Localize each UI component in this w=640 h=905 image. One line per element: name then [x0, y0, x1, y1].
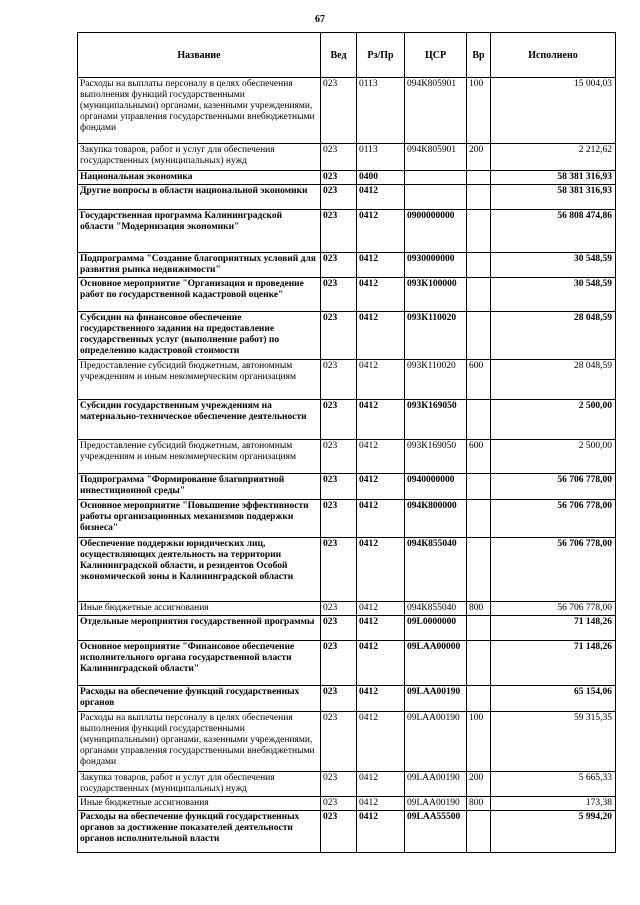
row-vr — [467, 538, 491, 602]
row-ved: 023 — [321, 474, 357, 500]
row-amount: 71 148,26 — [491, 616, 616, 641]
row-name: Субсидии государственным учреждениям на материально-техническое обеспечение деятельности — [78, 400, 321, 440]
row-rzpr: 0412 — [357, 312, 405, 360]
row-amount: 2 500,00 — [491, 400, 616, 440]
row-amount: 56 706 778,00 — [491, 500, 616, 538]
row-vr — [467, 312, 491, 360]
row-csr — [405, 185, 467, 210]
row-vr — [467, 500, 491, 538]
table-row — [78, 312, 616, 360]
row-name: Иные бюджетные ассигнования — [78, 602, 321, 616]
table-row — [78, 797, 616, 811]
row-rzpr: 0113 — [357, 144, 405, 171]
row-ved: 023 — [321, 797, 357, 811]
table-row — [78, 602, 616, 616]
row-ved: 023 — [321, 253, 357, 278]
row-csr: 0900000000 — [405, 210, 467, 253]
row-name: Государственная программа Калининградской области "Модернизация экономики" — [78, 210, 321, 253]
row-amount: 2 500,00 — [491, 440, 616, 474]
table-row — [78, 712, 616, 772]
row-csr: 0940000000 — [405, 474, 467, 500]
row-vr: 800 — [467, 602, 491, 616]
row-name: Подпрограмма "Создание благоприятных условий для развития рынка недвижимости" — [78, 253, 321, 278]
table-row — [78, 78, 616, 144]
row-rzpr: 0412 — [357, 538, 405, 602]
row-vr — [467, 253, 491, 278]
row-rzpr: 0412 — [357, 474, 405, 500]
row-amount: 58 381 316,93 — [491, 185, 616, 210]
row-ved: 023 — [321, 772, 357, 797]
row-csr: 094К800000 — [405, 500, 467, 538]
table-row — [78, 641, 616, 686]
row-amount: 30 548,59 — [491, 253, 616, 278]
row-vr: 800 — [467, 797, 491, 811]
row-amount: 5 994,20 — [491, 811, 616, 853]
row-ved: 023 — [321, 210, 357, 253]
row-ved: 023 — [321, 171, 357, 185]
table-row — [78, 772, 616, 797]
row-csr: 09LАА00190 — [405, 772, 467, 797]
row-ved: 023 — [321, 811, 357, 853]
row-amount: 58 381 316,93 — [491, 171, 616, 185]
row-rzpr: 0412 — [357, 185, 405, 210]
row-rzpr: 0412 — [357, 360, 405, 400]
row-csr: 093К169050 — [405, 440, 467, 474]
row-ved: 023 — [321, 144, 357, 171]
row-rzpr: 0412 — [357, 797, 405, 811]
row-ved: 023 — [321, 360, 357, 400]
table-row — [78, 500, 616, 538]
row-csr: 093К169050 — [405, 400, 467, 440]
row-name: Расходы на выплаты персоналу в целях обеспечения выполнения функций государственными (муниципальными) органами, казенными учреждениями, органами управления государственными внебюджетными фондами — [78, 78, 321, 144]
row-csr: 093К110020 — [405, 360, 467, 400]
row-rzpr: 0412 — [357, 602, 405, 616]
row-name: Основное мероприятие "Организация и проведение работ по государственной кадастровой оценке" — [78, 278, 321, 312]
row-csr: 094К855040 — [405, 602, 467, 616]
budget-table — [77, 32, 616, 853]
row-rzpr: 0412 — [357, 210, 405, 253]
header-vr: Вр — [467, 33, 491, 78]
table-row — [78, 210, 616, 253]
table-row — [78, 440, 616, 474]
row-rzpr: 0113 — [357, 78, 405, 144]
row-csr: 094К855040 — [405, 538, 467, 602]
row-vr: 600 — [467, 360, 491, 400]
row-vr: 600 — [467, 440, 491, 474]
row-amount: 56 706 778,00 — [491, 602, 616, 616]
row-rzpr: 0412 — [357, 712, 405, 772]
row-ved: 023 — [321, 500, 357, 538]
row-amount: 59 315,35 — [491, 712, 616, 772]
row-csr: 093К100000 — [405, 278, 467, 312]
row-rzpr: 0412 — [357, 811, 405, 853]
row-rzpr: 0400 — [357, 171, 405, 185]
page-number: 67 — [315, 14, 325, 25]
table-body — [78, 78, 616, 853]
row-name: Субсидии на финансовое обеспечение государственного задания на предоставление государственных услуг (выполнение работ) по определению кадастровой стоимости — [78, 312, 321, 360]
row-csr: 09LАА00190 — [405, 686, 467, 712]
row-ved: 023 — [321, 78, 357, 144]
row-amount: 28 048,59 — [491, 360, 616, 400]
table-row — [78, 253, 616, 278]
row-name: Закупка товаров, работ и услуг для обеспечения государственных (муниципальных) нужд — [78, 772, 321, 797]
row-vr — [467, 686, 491, 712]
row-rzpr: 0412 — [357, 400, 405, 440]
row-amount: 65 154,06 — [491, 686, 616, 712]
row-csr: 0930000000 — [405, 253, 467, 278]
row-csr: 09LАА00000 — [405, 641, 467, 686]
row-rzpr: 0412 — [357, 440, 405, 474]
table-row — [78, 360, 616, 400]
row-name: Закупка товаров, работ и услуг для обеспечения государственных (муниципальных) нужд — [78, 144, 321, 171]
row-vr: 200 — [467, 144, 491, 171]
row-vr — [467, 400, 491, 440]
row-rzpr: 0412 — [357, 253, 405, 278]
row-vr: 200 — [467, 772, 491, 797]
row-name: Основное мероприятие "Финансовое обеспечение исполнительного органа государственной власти Калининградской области" — [78, 641, 321, 686]
row-name: Обеспечение поддержки юридических лиц, осуществляющих деятельность на территории Калининградской области, и резидентов Особой экономической зоны в Калининградской области — [78, 538, 321, 602]
header-ved: Вед — [321, 33, 357, 78]
header-name: Название — [78, 33, 321, 78]
row-name: Иные бюджетные ассигнования — [78, 797, 321, 811]
row-ved: 023 — [321, 686, 357, 712]
table-row — [78, 171, 616, 185]
row-ved: 023 — [321, 185, 357, 210]
row-csr: 09L0000000 — [405, 616, 467, 641]
table-row — [78, 144, 616, 171]
row-name: Национальная экономика — [78, 171, 321, 185]
row-amount: 2 212,62 — [491, 144, 616, 171]
row-csr: 094К805901 — [405, 78, 467, 144]
row-ved: 023 — [321, 712, 357, 772]
row-name: Предоставление субсидий бюджетным, автономным учреждениям и иным некоммерческим организациям — [78, 440, 321, 474]
table-row — [78, 400, 616, 440]
row-ved: 023 — [321, 312, 357, 360]
table-row — [78, 616, 616, 641]
row-amount: 30 548,59 — [491, 278, 616, 312]
row-name: Предоставление субсидий бюджетным, автономным учреждениям и иным некоммерческим организациям — [78, 360, 321, 400]
header-rzpr: Рз/Пр — [357, 33, 405, 78]
row-name: Расходы на обеспечение функций государственных органов — [78, 686, 321, 712]
header-row — [78, 33, 616, 78]
row-vr — [467, 171, 491, 185]
row-vr — [467, 278, 491, 312]
row-ved: 023 — [321, 616, 357, 641]
table-row — [78, 686, 616, 712]
row-vr — [467, 616, 491, 641]
row-vr: 100 — [467, 78, 491, 144]
row-vr — [467, 474, 491, 500]
header-amount: Исполнено — [491, 33, 616, 78]
row-rzpr: 0412 — [357, 616, 405, 641]
row-name: Отдельные мероприятия государственной программы — [78, 616, 321, 641]
row-rzpr: 0412 — [357, 641, 405, 686]
row-vr — [467, 185, 491, 210]
row-ved: 023 — [321, 400, 357, 440]
row-name: Расходы на обеспечение функций государственных органов за достижение показателей деятельности органов исполнительной власти — [78, 811, 321, 853]
row-csr — [405, 171, 467, 185]
row-ved: 023 — [321, 538, 357, 602]
row-rzpr: 0412 — [357, 772, 405, 797]
table-row — [78, 474, 616, 500]
table-row — [78, 278, 616, 312]
row-vr — [467, 811, 491, 853]
row-csr: 09LАА00190 — [405, 797, 467, 811]
row-rzpr: 0412 — [357, 500, 405, 538]
row-csr: 09LАА00190 — [405, 712, 467, 772]
row-vr — [467, 210, 491, 253]
row-ved: 023 — [321, 602, 357, 616]
row-amount: 56 808 474,86 — [491, 210, 616, 253]
row-rzpr: 0412 — [357, 686, 405, 712]
row-name: Другие вопросы в области национальной экономики — [78, 185, 321, 210]
row-amount: 5 665,33 — [491, 772, 616, 797]
row-amount: 28 048,59 — [491, 312, 616, 360]
row-csr: 094К805901 — [405, 144, 467, 171]
row-ved: 023 — [321, 440, 357, 474]
row-amount: 56 706 778,00 — [491, 474, 616, 500]
row-rzpr: 0412 — [357, 278, 405, 312]
row-csr: 093К110020 — [405, 312, 467, 360]
row-ved: 023 — [321, 278, 357, 312]
row-amount: 71 148,26 — [491, 641, 616, 686]
row-name: Основное мероприятие "Повышение эффективности работы организационных механизмов поддержки бизнеса" — [78, 500, 321, 538]
row-ved: 023 — [321, 641, 357, 686]
row-name: Расходы на выплаты персоналу в целях обеспечения выполнения функций государственными (муниципальными) органами, казенными учреждениями, органами управления государственными внебюджетными фондами — [78, 712, 321, 772]
row-amount: 56 706 778,00 — [491, 538, 616, 602]
row-vr: 100 — [467, 712, 491, 772]
row-amount: 173,38 — [491, 797, 616, 811]
header-csr: ЦСР — [405, 33, 467, 78]
table-row — [78, 538, 616, 602]
table-row — [78, 185, 616, 210]
row-name: Подпрограмма "Формирование благоприятной инвестиционной среды" — [78, 474, 321, 500]
row-vr — [467, 641, 491, 686]
table-row — [78, 811, 616, 853]
row-amount: 15 004,03 — [491, 78, 616, 144]
row-csr: 09LАА55500 — [405, 811, 467, 853]
